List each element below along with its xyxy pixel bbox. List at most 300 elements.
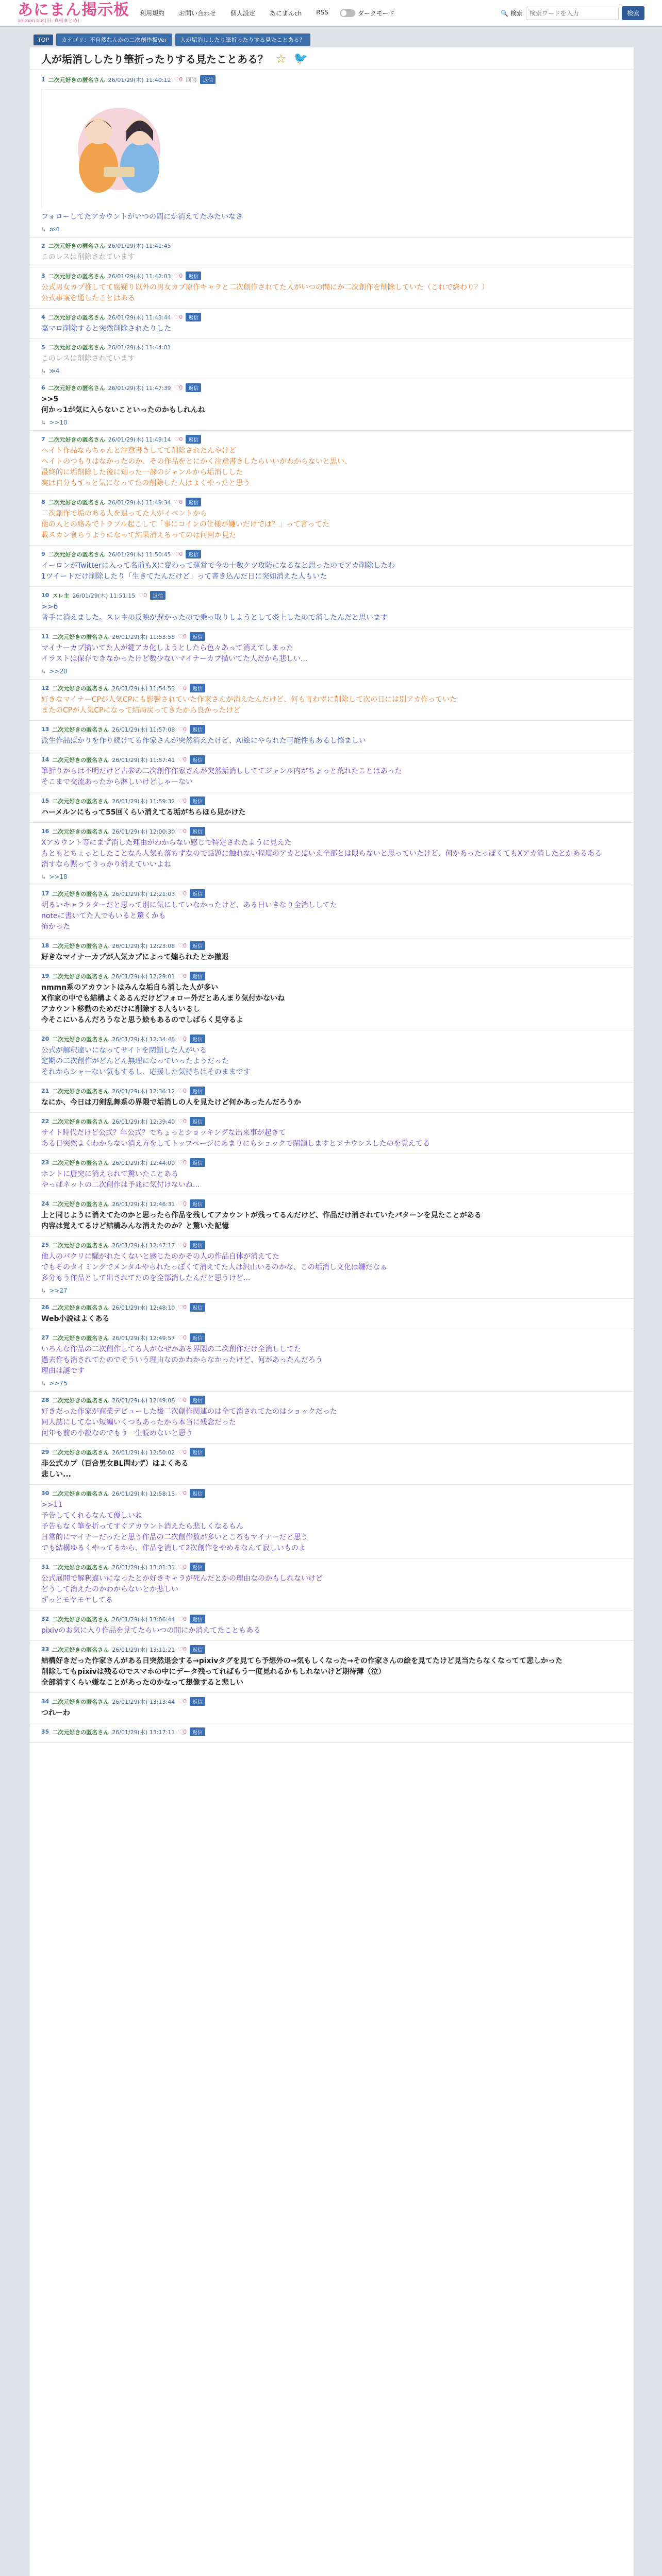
post-date: 26/01/29(木) 11:41:45 <box>108 243 171 249</box>
like-count[interactable]: ♡0 <box>178 633 187 640</box>
post-body: Web小説はよくある <box>41 1315 110 1323</box>
nav-terms[interactable]: 利用規約 <box>140 10 165 17</box>
post-number[interactable]: 34 <box>41 1698 49 1705</box>
post-body: 他人のパクリに騒がれたくないと感じたのかその人の作品自体が消えてた でもそのタイミングでメンタルやられたっぽくて消えてた人は沢山いるのかな、この垢消し文化は嫌だなぁ 多分もう作品として出されてたのを全部消したんだと思うけど... <box>41 1252 387 1282</box>
post-number[interactable]: 19 <box>41 973 49 979</box>
nav-animanch[interactable]: あにまんch <box>270 10 302 17</box>
like-count[interactable]: ♡0 <box>174 314 183 320</box>
post-number[interactable]: 33 <box>41 1646 49 1653</box>
poster-name: 二次元好きの匿名さん <box>52 1728 109 1736</box>
reply-button[interactable]: 返信 <box>190 972 205 980</box>
thread-illustration <box>42 90 191 208</box>
like-count[interactable]: ♡0 <box>178 1088 187 1094</box>
reply-arrow-icon: ↳ <box>41 1287 46 1294</box>
search-button[interactable]: 検索 <box>622 6 644 20</box>
like-count[interactable]: ♡0 <box>178 1334 187 1341</box>
reply-anchor-row <box>41 1287 622 1294</box>
reply-button[interactable]: 返信 <box>190 684 205 692</box>
post-date: 26/01/29(木) 13:06:44 <box>112 1616 175 1623</box>
post-meta <box>41 1241 622 1249</box>
poster-name: 二次元好きの匿名さん <box>48 273 105 280</box>
post-item <box>30 431 634 494</box>
reply-button[interactable]: 返信 <box>190 1615 205 1623</box>
reply-button[interactable]: 返信 <box>190 1448 205 1456</box>
post-item <box>30 1611 634 1641</box>
post-item <box>30 968 634 1030</box>
poster-name: 二次元好きの匿名さん <box>52 1616 109 1623</box>
post-number[interactable]: 28 <box>41 1397 49 1403</box>
post-date: 26/01/29(木) 12:47:17 <box>112 1242 175 1249</box>
reply-button[interactable]: 返信 <box>190 889 205 898</box>
like-count[interactable]: ♡0 <box>178 756 187 763</box>
thread-image[interactable] <box>41 89 191 208</box>
breadcrumb-thread[interactable]: 人が垢消ししたり筆折ったりする見たことある？ <box>175 33 310 46</box>
post-body: つれーわ <box>41 1709 70 1717</box>
post-body: 結構好きだった作家さんがある日突然退会する→pixivタグを見てら予想外の→気もしくなった→その作家さんの絵を見てたけど見当たらなくなってて悲しかった 削除してもpixivは残るのでスマホの中にデータ残ってればもう一度見れるかもしれないけど期待薄（泣） 全部消すくらい嫌なことがあったのかなって想像すると悲しい <box>41 1657 562 1687</box>
post-number[interactable]: 12 <box>41 685 49 691</box>
post-number[interactable]: 31 <box>41 1564 49 1570</box>
post-meta <box>41 550 622 558</box>
post-date: 26/01/29(木) 13:17:11 <box>112 1728 175 1736</box>
post-date: 26/01/29(木) 11:53:58 <box>112 633 175 640</box>
post-meta <box>41 1697 622 1706</box>
post-body: ハーメルンにもって55回くらい消えてる垢がちらほら見かけた <box>41 808 246 817</box>
post-item <box>30 1558 634 1611</box>
thread-title-row <box>30 47 634 70</box>
like-count[interactable]: ♡0 <box>178 726 187 733</box>
like-count[interactable]: ♡0 <box>138 592 147 599</box>
post-date: 26/01/29(木) 12:49:08 <box>112 1397 175 1404</box>
post-number[interactable]: 22 <box>41 1118 49 1125</box>
post-list <box>30 70 634 1743</box>
poster-name: 二次元好きの匿名さん <box>52 1200 109 1208</box>
post-body: ヘイト作品ならちゃんと注意書きしてて削除されたんやけど ヘイトのつもりはなかったのか、その作品をとにかく注意書きしたらいいかわからないと思い、 最終的に垢削除した後に知った一部のジャンルから垢消しした 実は自分もずっと気になってたの削除した人はよくやったと思う <box>41 447 352 487</box>
post-body: ホントに唐突に消えられて驚いたことある やっぱネットの二次創作は予兆に気付けないね... <box>41 1170 200 1189</box>
post-meta <box>41 1448 622 1456</box>
reply-button[interactable]: 返信 <box>186 313 201 321</box>
reply-arrow-icon: ↳ <box>41 226 46 233</box>
poster-name: 二次元好きの匿名さん <box>52 1118 109 1125</box>
post-number[interactable]: 11 <box>41 633 49 640</box>
post-body: nmmn系のアカウントはみんな垢自ら消した人が多い X作家の中でも結構よくあるんだけどフォロー外だとあんまり気付かないね アカウント移動のためだけに削除する人もいるし 今そこにいるんだろうなと思う絵もあるのでしばらく見守るよ <box>41 984 285 1024</box>
like-count[interactable]: ♡0 <box>178 1616 187 1622</box>
post-body: 好きなマイナーカプが人気カプによって煽られたとか撤退 <box>41 953 229 961</box>
post-item <box>30 1082 634 1113</box>
search-label-wrap <box>501 9 523 18</box>
post-body: 明るいキャラクターだと思って別に気にしていなかったけど、ある日いきなり全消ししてた noteに書いてた人でもいると驚くかも 怖かった <box>41 901 337 931</box>
reply-anchor-link[interactable]: >>18 <box>49 873 68 880</box>
poster-name: 二次元好きの匿名さん <box>48 436 105 443</box>
nav-settings[interactable]: 個人設定 <box>230 10 256 17</box>
like-count[interactable]: ♡0 <box>178 1698 187 1705</box>
like-count[interactable]: ♡0 <box>174 76 183 83</box>
reply-button[interactable]: 返信 <box>190 1303 205 1312</box>
post-number[interactable]: 8 <box>41 499 45 505</box>
post-number[interactable]: 26 <box>41 1304 49 1311</box>
poster-name: 二次元好きの匿名さん <box>48 344 105 351</box>
poster-name: 二次元好きの匿名さん <box>52 1698 109 1705</box>
reply-arrow-icon: ↳ <box>41 668 46 675</box>
post-meta <box>41 1199 622 1208</box>
post-number[interactable]: 1 <box>41 76 45 83</box>
poster-name: 二次元好きの匿名さん <box>52 1397 109 1404</box>
poster-name: 二次元好きの匿名さん <box>52 973 109 980</box>
like-count[interactable]: ♡0 <box>178 1449 187 1455</box>
reply-button[interactable]: 返信 <box>150 591 166 600</box>
post-date: 26/01/29(木) 13:01:33 <box>112 1564 175 1571</box>
post-item <box>30 628 634 680</box>
post-date: 26/01/29(木) 12:50:02 <box>112 1449 175 1456</box>
like-count[interactable]: ♡0 <box>178 1242 187 1248</box>
reply-button[interactable]: 返信 <box>190 1645 205 1654</box>
post-meta <box>41 632 622 641</box>
reply-anchor-link[interactable]: >>75 <box>49 1380 68 1387</box>
poster-name: 二次元好きの匿名さん <box>52 1159 109 1166</box>
reply-anchor-link[interactable]: >>10 <box>49 419 68 426</box>
post-item <box>30 1113 634 1154</box>
reply-button[interactable]: 返信 <box>190 827 205 836</box>
header <box>0 0 662 27</box>
dark-mode-toggle[interactable] <box>340 9 395 18</box>
thread-main <box>30 47 634 2576</box>
post-body: 公式が解釈違いになってサイトを閉鎖した人がいる 定期の二次創作がどんどん無理になっていったようだった それからシャーない気もするし、応援した気持ちはそのままです <box>41 1046 251 1076</box>
post-number[interactable]: 24 <box>41 1200 49 1207</box>
like-count[interactable]: ♡0 <box>174 384 183 391</box>
post-body: このレスは削除されています <box>41 354 135 363</box>
post-date: 26/01/29(木) 11:50:45 <box>108 551 171 558</box>
poster-name: 二次元好きの匿名さん <box>52 1036 109 1043</box>
post-number[interactable]: 32 <box>41 1616 49 1622</box>
post-number[interactable]: 10 <box>41 592 49 599</box>
post-item <box>30 680 634 721</box>
post-item <box>30 1444 634 1485</box>
reply-button[interactable]: 返信 <box>190 1489 205 1498</box>
post-item <box>30 587 634 628</box>
search-icon: 🔍 <box>501 9 508 17</box>
reply-anchor-link[interactable]: ≫4 <box>49 226 60 233</box>
search-input[interactable] <box>526 7 619 20</box>
twitter-share-icon[interactable]: 🐦 <box>293 52 308 65</box>
post-number[interactable]: 15 <box>41 798 49 804</box>
reply-anchor-link[interactable]: >>27 <box>49 1287 68 1294</box>
post-date: 26/01/29(木) 11:47:39 <box>108 384 171 392</box>
post-body: フォローしてたアカウントがいつの間にか消えてたみたいなさ <box>41 213 243 221</box>
poster-name: 二次元好きの匿名さん <box>52 890 109 897</box>
nav-contact[interactable]: お問い合わせ <box>179 10 217 17</box>
post-date: 26/01/29(木) 12:48:10 <box>112 1304 175 1311</box>
post-meta <box>41 75 622 84</box>
post-item <box>30 1485 634 1558</box>
post-body: 二次創作で垢のある人を追ってた人がイベントから 他の人との絡みでトラブル起こして「事にコインの仕様が嫌いだけでは？」って言ってた 載スカン食らうようになって結果消えるってのは何回か見た <box>41 510 329 539</box>
post-number[interactable]: 14 <box>41 756 49 763</box>
post-number[interactable]: 7 <box>41 436 45 443</box>
post-item <box>30 1299 634 1329</box>
logo-subtext: animan bbs(旧: 真相まとめ) <box>18 18 79 24</box>
like-count[interactable]: ♡0 <box>174 436 183 443</box>
poster-name: 二次元好きの匿名さん <box>52 1564 109 1571</box>
post-number[interactable]: 13 <box>41 726 49 733</box>
reply-button[interactable]: 返信 <box>200 75 216 84</box>
like-count[interactable]: ♡0 <box>174 551 183 557</box>
like-count[interactable]: ♡0 <box>178 1397 187 1403</box>
post-meta <box>41 684 622 692</box>
poster-name: 二次元好きの匿名さん <box>52 828 109 835</box>
like-count[interactable]: ♡0 <box>178 1728 187 1735</box>
post-number[interactable]: 27 <box>41 1334 49 1341</box>
dark-mode-label: ダークモード <box>357 10 395 17</box>
post-body: 非公式カプ（百合男女BL問わず）はよくある 悲しい... <box>41 1460 189 1479</box>
logo-text: あにまん掲示板 <box>18 1 129 19</box>
post-item <box>30 1154 634 1195</box>
post-item <box>30 885 634 937</box>
post-meta <box>41 796 622 805</box>
post-meta <box>41 1333 622 1342</box>
post-date: 26/01/29(木) 12:39:40 <box>112 1118 175 1125</box>
reply-button[interactable]: 返信 <box>190 941 205 950</box>
poster-name: 二次元好きの匿名さん <box>52 685 109 692</box>
post-body: 公式男女カプ推してて腐疑り以外の男女カプ原作キャラと二次創作されてた人がいつの間にか二次創作を削除していた（これで終わり？） 公式事案を通したことはある <box>41 283 489 302</box>
reply-button[interactable]: 返信 <box>190 1396 205 1404</box>
poster-name: 二次元好きの匿名さん <box>52 1304 109 1311</box>
poster-name: 二次元好きの匿名さん <box>52 726 109 733</box>
post-date: 26/01/29(木) 11:54:53 <box>112 685 175 692</box>
post-meta <box>41 383 622 392</box>
post-date: 26/01/29(木) 12:29:01 <box>112 973 175 980</box>
reply-button[interactable]: 返信 <box>190 1158 205 1167</box>
answer-label[interactable]: 回答 <box>186 76 197 83</box>
post-date: 26/01/29(木) 11:43:44 <box>108 314 171 321</box>
thread-title: 人が垢消ししたり筆折ったりする見たことある？ <box>41 53 268 65</box>
post-number[interactable]: 25 <box>41 1242 49 1248</box>
post-item <box>30 823 634 885</box>
like-count[interactable]: ♡0 <box>178 1118 187 1125</box>
post-number[interactable]: 35 <box>41 1728 49 1735</box>
poster-name: 二次元好きの匿名さん <box>52 1088 109 1095</box>
post-body: >>11 予告してくれるなんて優しいね 予告もなく筆を折ってすぐアカウント消えたら悲しくなるもん 日常的にマイナーだったと思う作品の二次創作数が多いところもマイナーだと思う でも結構ゆるくやってるから、作品を消して2次創作をやめるなんて寂しいものよ <box>41 1501 308 1552</box>
reply-button[interactable]: 返信 <box>190 725 205 734</box>
reply-arrow-icon: ↳ <box>41 1380 46 1387</box>
reply-button[interactable]: 返信 <box>190 1727 205 1736</box>
poster-name: 二次元好きの匿名さん <box>52 633 109 640</box>
reply-anchor-row <box>41 668 622 675</box>
post-meta <box>41 1615 622 1623</box>
post-meta <box>41 941 622 950</box>
reply-anchor-link[interactable]: ≫4 <box>49 367 60 375</box>
like-count[interactable]: ♡0 <box>178 1200 187 1207</box>
like-count[interactable]: ♡0 <box>178 1490 187 1497</box>
post-item <box>30 339 634 379</box>
post-meta <box>41 972 622 980</box>
post-date: 26/01/29(木) 12:23:08 <box>112 942 175 950</box>
post-item <box>30 379 634 431</box>
post-date: 26/01/29(木) 11:57:08 <box>112 726 175 733</box>
like-count[interactable]: ♡0 <box>178 1036 187 1042</box>
reply-arrow-icon: ↳ <box>41 419 46 426</box>
post-item <box>30 494 634 546</box>
reply-button[interactable]: 返信 <box>190 1563 205 1571</box>
post-body: 嘉マロ削除すると突然削除されたりした <box>41 325 171 333</box>
poster-name: 二次元好きの匿名さん <box>52 1490 109 1497</box>
like-count[interactable]: ♡0 <box>178 828 187 835</box>
poster-name: 二次元好きの匿名さん <box>52 1449 109 1456</box>
post-item <box>30 1236 634 1299</box>
like-count[interactable]: ♡0 <box>178 1159 187 1166</box>
post-body: 上と同じように消えてたのかと思ったら作品を残してアカウントが残ってるんだけど、作品だけ消されていたパターンを見たことがある 内容は覚えてるけど結構みんな消えたのか？と驚いた記憶 <box>41 1211 482 1230</box>
post-body: pixivのお気に入り作品を見てたらいつの間にか消えてたこともある <box>41 1626 261 1635</box>
post-date: 26/01/29(木) 12:58:13 <box>112 1490 175 1497</box>
post-body: 筆折りからは不明だけど古参の二次創作作家さんが突然垢消ししててジャンル内がちょっと荒れたことはあった そこまで交流あったから淋しいけどしゃーない <box>41 767 402 786</box>
post-date: 26/01/29(木) 13:11:21 <box>112 1646 175 1653</box>
favorite-star-icon[interactable]: ☆ <box>275 51 287 66</box>
header-nav <box>140 9 328 18</box>
post-body: このレスは削除されています <box>41 253 135 261</box>
poster-name: 二次元好きの匿名さん <box>48 384 105 392</box>
reply-button[interactable]: 返信 <box>186 550 201 558</box>
poster-name: 二次元好きの匿名さん <box>48 499 105 506</box>
post-number[interactable]: 5 <box>41 344 45 351</box>
post-number[interactable]: 2 <box>41 242 45 249</box>
reply-button[interactable]: 返信 <box>190 1035 205 1043</box>
post-meta <box>41 1727 622 1736</box>
reply-button[interactable]: 返信 <box>190 1199 205 1208</box>
post-item <box>30 1329 634 1392</box>
post-date: 26/01/29(木) 11:42:03 <box>108 273 171 280</box>
reply-button[interactable]: 返信 <box>190 1697 205 1706</box>
like-count[interactable]: ♡0 <box>178 973 187 979</box>
reply-button[interactable]: 返信 <box>186 498 201 506</box>
poster-name: 二次元好きの匿名さん <box>52 1242 109 1249</box>
post-body: 派生作品ばかりを作り続けてる作家さんが突然消えたけど、AI絵にやられた可能性もあるし悩ましい <box>41 737 366 745</box>
post-meta <box>41 1035 622 1043</box>
post-date: 26/01/29(木) 12:21:03 <box>112 890 175 897</box>
post-body: 公式展開で解釈違いになったとか好きキャラが死んだとかの理由なのかもしれないけど どうして消えたのかわからないとか悲しい ずっとモヤモヤしてる <box>41 1574 323 1604</box>
post-number[interactable]: 23 <box>41 1159 49 1166</box>
like-count[interactable]: ♡0 <box>178 890 187 897</box>
post-number[interactable]: 30 <box>41 1490 49 1497</box>
post-item <box>30 546 634 587</box>
breadcrumb <box>0 32 662 47</box>
post-date: 26/01/29(木) 11:59:32 <box>112 798 175 805</box>
post-item <box>30 1723 634 1743</box>
site-logo[interactable] <box>18 3 129 24</box>
toggle-switch[interactable] <box>340 9 355 17</box>
reply-anchor-row <box>41 419 622 426</box>
post-meta <box>41 1158 622 1167</box>
reply-button[interactable]: 返信 <box>190 1087 205 1095</box>
like-count[interactable]: ♡0 <box>178 942 187 949</box>
reply-button[interactable]: 返信 <box>190 1333 205 1342</box>
post-date: 26/01/29(木) 12:34:48 <box>112 1036 175 1043</box>
reply-arrow-icon: ↳ <box>41 873 46 880</box>
post-number[interactable]: 20 <box>41 1036 49 1042</box>
post-meta <box>41 755 622 764</box>
post-body: サイト時代だけど公式？年公式？でちょっとショッキングな出来事が起きて ある日突然よくわからない消え方をしてトップページにあまりにもショックで閉鎖しますとアナウンスしたのを覚えてる <box>41 1129 430 1148</box>
post-date: 26/01/29(木) 12:00:30 <box>112 828 175 835</box>
post-body: イーロンがTwitterに入って名前もXに変わって運営で今の十数ケツ攻防になるなと思ったのでアカ削除したわ 1ツイートだけ削除したり「生きてたんだけど」って書き込んだ日に突如消えた人もいた <box>41 562 395 581</box>
post-body: Xアカウント等にまず消した理由がわからない感じで特定されたように見えた もともとちょっとしたことなら人気も落ちずなので話題に触れない程度のアカとはいえ全部とは限らないと思っていたけど、何かあったっぽくてもXアカ消したとかあるある 消すなら黙ってうっかり消えていいよね <box>41 839 602 869</box>
reply-anchor-link[interactable]: >>20 <box>49 668 68 675</box>
post-body: なにか、今日は刀剣乱舞系の界隈で垢消しの人を見たけど何かあったんだろうか <box>41 1098 301 1107</box>
post-item <box>30 1195 634 1236</box>
nav-rss[interactable]: RSS <box>316 9 328 16</box>
poster-name: 二次元好きの匿名さん <box>52 942 109 950</box>
reply-anchor-row <box>41 1380 622 1387</box>
reply-anchor-row <box>41 873 622 880</box>
poster-name: 二次元好きの匿名さん <box>48 551 105 558</box>
reply-button[interactable]: 返信 <box>190 1241 205 1249</box>
reply-button[interactable]: 返信 <box>190 1117 205 1126</box>
post-body: いろんな作品の二次創作してる人がなぜかある界隈の二次創作だけ全消ししてた 過去作も消されてたのでそういう理由なのかわからなかったけど、何があったんだろう 理由は謎です <box>41 1345 323 1375</box>
post-item <box>30 1641 634 1693</box>
post-meta <box>41 827 622 836</box>
like-count[interactable]: ♡0 <box>178 1304 187 1311</box>
reply-button[interactable]: 返信 <box>190 796 205 805</box>
post-number[interactable]: 16 <box>41 828 49 835</box>
post-date: 26/01/29(木) 12:44:00 <box>112 1159 175 1166</box>
reply-button[interactable]: 返信 <box>190 632 205 641</box>
post-date: 26/01/29(木) 11:49:14 <box>108 436 171 443</box>
post-date: 26/01/29(木) 13:13:44 <box>112 1698 175 1705</box>
post-number[interactable]: 18 <box>41 942 49 949</box>
post-date: 26/01/29(木) 12:46:31 <box>112 1200 175 1208</box>
poster-name: 二次元好きの匿名さん <box>48 76 105 83</box>
like-count[interactable]: ♡0 <box>178 1646 187 1653</box>
post-number[interactable]: 4 <box>41 314 45 320</box>
post-number[interactable]: 9 <box>41 551 45 557</box>
post-meta <box>41 1087 622 1095</box>
reply-button[interactable]: 返信 <box>186 435 201 444</box>
post-meta <box>41 1563 622 1571</box>
post-date: 26/01/29(木) 11:51:15 <box>72 592 136 599</box>
post-item <box>30 309 634 339</box>
post-meta <box>41 591 622 600</box>
post-item <box>30 70 634 238</box>
poster-name: 二次元好きの匿名さん <box>48 314 105 321</box>
post-date: 26/01/29(木) 11:44:01 <box>108 344 171 351</box>
post-item <box>30 1030 634 1082</box>
post-number[interactable]: 3 <box>41 273 45 279</box>
like-count[interactable]: ♡0 <box>178 798 187 804</box>
post-number[interactable]: 17 <box>41 890 49 897</box>
post-date: 26/01/29(木) 12:49:57 <box>112 1334 175 1342</box>
post-body: 好きだった作家が商業デビューした後二次創作関連のは全て消されてたのはショックだった 同人誌にしてない短編いくつもあったから本当に残念だった 何年も前の小説なのでもう一生読めないと思う <box>41 1408 337 1437</box>
search-bar <box>501 6 644 20</box>
like-count[interactable]: ♡0 <box>178 685 187 691</box>
reply-button[interactable]: 返信 <box>186 383 201 392</box>
post-number[interactable]: 6 <box>41 384 45 391</box>
post-item <box>30 937 634 968</box>
breadcrumb-home[interactable]: TOP <box>34 35 53 45</box>
like-count[interactable]: ♡0 <box>174 499 183 505</box>
reply-button[interactable]: 返信 <box>190 755 205 764</box>
post-number[interactable]: 21 <box>41 1088 49 1094</box>
breadcrumb-category[interactable]: カテゴリ：不自然なんかの二次創作板Ver <box>56 33 172 46</box>
post-meta <box>41 498 622 506</box>
like-count[interactable]: ♡0 <box>174 273 183 279</box>
reply-button[interactable]: 返信 <box>186 272 201 280</box>
poster-name: 二次元好きの匿名さん <box>52 1334 109 1342</box>
post-meta <box>41 272 622 280</box>
post-meta <box>41 1396 622 1404</box>
like-count[interactable]: ♡0 <box>178 1564 187 1570</box>
post-body: 好きなマイナーCPが人気CPにも影響されていた作家さんが消えたんだけど、何も言わずに削除して次の日には別アカ作っていた またのCPが人気CPになって結局戻ってきたから良かったけど <box>41 696 457 715</box>
post-body: >>5 何かっ1が気に入らないこといったのかもしれんね <box>41 395 205 414</box>
post-number[interactable]: 29 <box>41 1449 49 1455</box>
post-meta <box>41 1645 622 1654</box>
poster-name: 二次元好きの匿名さん <box>48 243 105 249</box>
post-body: >>6 普手に消えました。スレ主の反映が遅かったので乗っ取りしようとして炎上したので消したんだと思います <box>41 603 388 622</box>
post-item <box>30 1392 634 1444</box>
